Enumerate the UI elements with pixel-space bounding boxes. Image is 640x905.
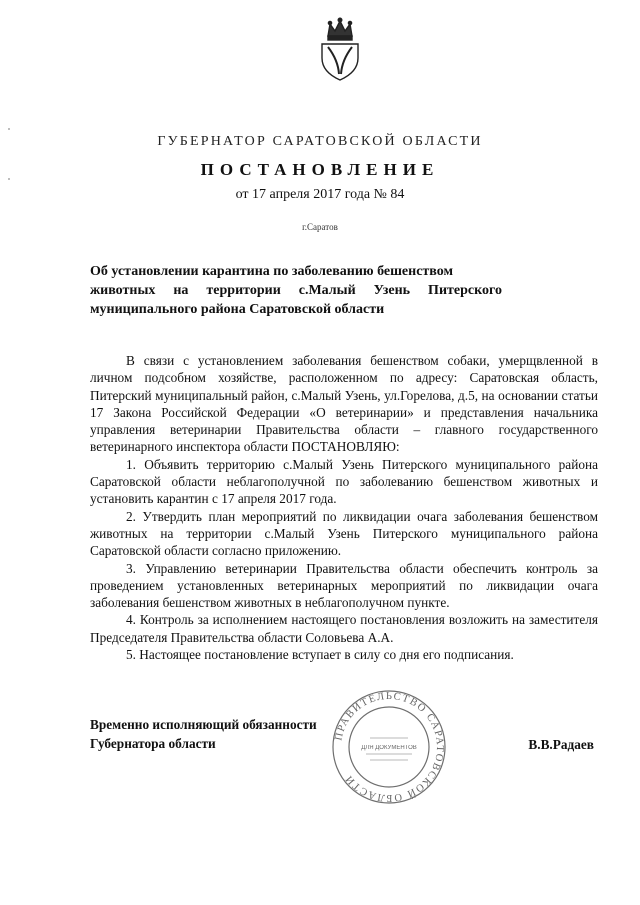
document-subject <box>90 262 502 319</box>
seal-inner-text: ДЛЯ ДОКУМЕНТОВ <box>361 745 417 751</box>
document-date-number: от 17 апреля 2017 года № 84 <box>235 187 405 202</box>
signatory-name: В.В.Радаев <box>528 737 594 752</box>
signatory-position-line: Временно исполняющий обязанности <box>90 717 317 732</box>
document-city: г.Саратов <box>302 222 338 232</box>
clause-2: 2. Утвердить план мероприятий по ликвидации очага заболевания бешенством животных на территории с.Малый Узень Питерского муниципального района Саратовской области согласно приложению. <box>90 508 598 559</box>
clause-5: 5. Настоящее постановление вступает в силу со дня его подписания. <box>126 647 514 663</box>
preamble-paragraph: В связи с установлением заболевания бешенством собаки, умерщвленной в личном подсобном хозяйстве, расположенном по адресу: Саратовская область, Питерский муниципальный район, с.Малый Узень, ул.Горелова, д.5, на основании статьи 17 Закона Российской Федерации «О ветеринарии» и представления начальника управления ветеринарии Правительства области – главного государственного ветеринарного инспектора области ПОСТАНОВЛЯЮ: <box>90 353 598 455</box>
authority-title: ГУБЕРНАТОР САРАТОВСКОЙ ОБЛАСТИ <box>157 134 483 149</box>
scan-speck <box>8 178 10 180</box>
clause-1: 1. Объявить территорию с.Малый Узень Питерского муниципального района Саратовской области неблагополучной по заболеванию бешенством животных и установить карантин с 17 апреля 2017 года. <box>90 456 598 507</box>
saratov-crown-emblem-icon <box>308 14 372 84</box>
document-kind: ПОСТАНОВЛЕНИЕ <box>200 160 440 179</box>
seal-outer-text: ПРАВИТЕЛЬСТВО САРАТОВСКОЙ ОБЛАСТИ <box>333 690 446 804</box>
document-body <box>90 352 598 663</box>
subject-line: муниципального района Саратовской области <box>90 302 385 317</box>
signatory-position-line: Губернатора области <box>90 736 216 751</box>
official-seal <box>330 688 448 806</box>
clause-4: 4. Контроль за исполнением настоящего постановления возложить на заместителя Председателя Правительства области Соловьева А.А. <box>90 612 598 645</box>
clause-3: 3. Управлению ветеринарии Правительства области обеспечить контроль за проведением установленных ветеринарных мероприятий по ликвидации очага заболевания бешенством животных в неблагополучном пункте. <box>90 560 598 611</box>
subject-line: животных на территории с.Малый Узень Питерского <box>90 283 502 298</box>
scan-speck <box>8 128 10 130</box>
subject-line: Об установлении карантина по заболеванию бешенством <box>90 264 454 279</box>
